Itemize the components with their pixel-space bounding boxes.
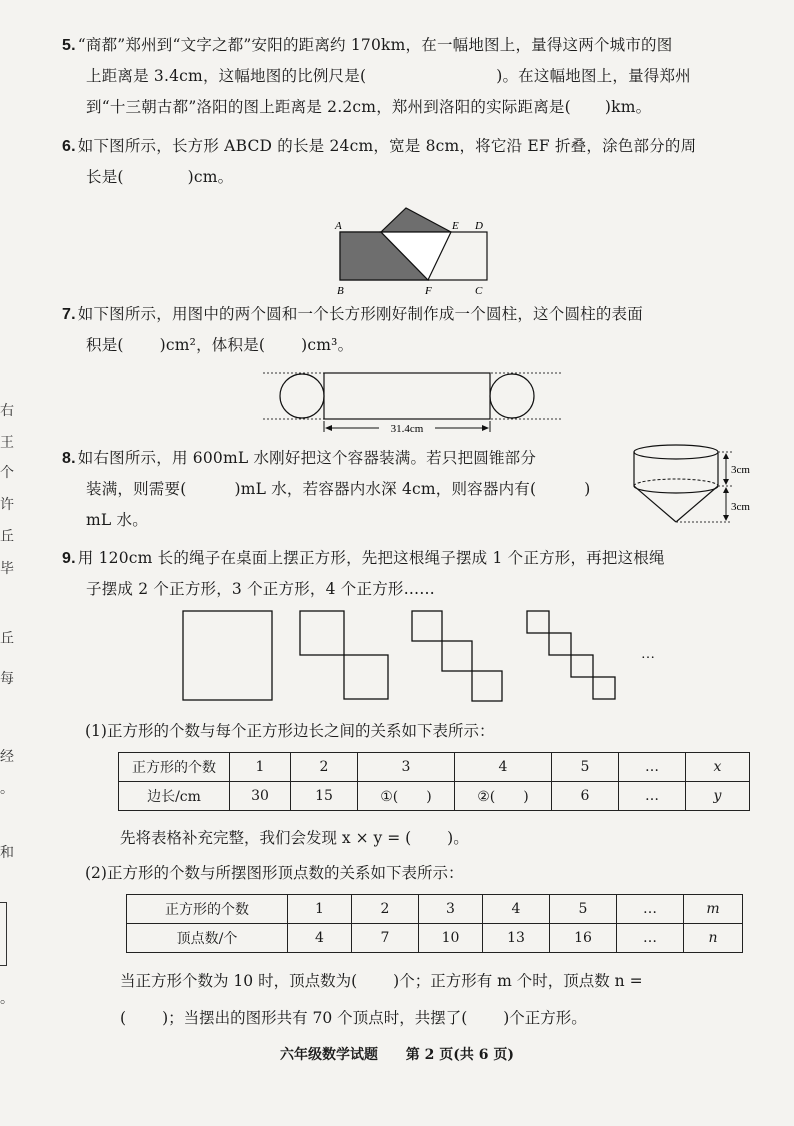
- part-2-line-1: 当正方形个数为 10 时，顶点数为( )个；正方形有 m 个时，顶点数 n =: [120, 972, 643, 990]
- pattern-3-squares: [412, 611, 502, 701]
- part-2-line-2: ( )；当摆出的图形共有 70 个顶点时，共摆了( )个正方形。: [120, 1009, 587, 1027]
- part-1-title: (1)正方形的个数与每个正方形边长之间的关系如下表所示：: [85, 722, 495, 740]
- answer-cell-2[interactable]: ②( ): [455, 782, 552, 811]
- table-row: 正方形的个数 1 2 3 4 5 … x: [119, 753, 750, 782]
- question-9: 9. 用 120cm 长的绳子在桌面上摆正方形，先把这根绳子摆成 1 个正方形，再把这根绳 子摆成 2 个正方形，3 个正方形，4 个正方形……: [62, 549, 665, 598]
- cone-left-edge: [634, 486, 676, 522]
- container-top-ellipse: [634, 445, 718, 459]
- question-6: 6. 如下图所示，长方形 ABCD 的长是 24cm，宽是 8cm，将它沿 EF 折叠，涂色部分的周 长是( )cm。: [62, 137, 697, 186]
- answer-cell-1[interactable]: ①( ): [358, 782, 455, 811]
- container-figure: [628, 440, 768, 532]
- pattern-2-squares: [300, 611, 388, 699]
- margin-box-fragment: [0, 902, 7, 966]
- footer-page-number: 第 2 页(共 6 页): [405, 1047, 514, 1063]
- page-footer: [0, 1044, 794, 1064]
- pattern-1-square: [183, 611, 272, 700]
- svg-text:F: F: [425, 285, 432, 297]
- svg-text:C: C: [475, 285, 483, 297]
- table-row: 顶点数/个 4 7 10 13 16 … n: [127, 924, 743, 953]
- question-5: 5. “商都”郑州到“文字之都”安阳的距离约 170km，在一幅地图上，量得这两个城市的图 上距离是 3.4cm，这幅地图的比例尺是( )。在这幅地图上，量得郑州 到“十三朝古都”洛阳的图上距离是 2.2cm，郑州到洛阳的实际距离是( )km。: [62, 36, 691, 116]
- cone-height-label: 3cm: [731, 501, 750, 513]
- pattern-ellipsis: …: [641, 647, 655, 662]
- length-label: 31.4cm: [390, 423, 424, 435]
- svg-text:A: A: [335, 220, 342, 232]
- folded-rectangle-figure: [325, 198, 500, 298]
- table-row: 边长/cm 30 15 ①( ) ②( ) 6 … y: [119, 782, 750, 811]
- shaded-folded-flap: [381, 208, 451, 232]
- left-circle: [280, 374, 324, 418]
- cone-right-edge: [676, 486, 718, 522]
- table-side-length: [118, 752, 750, 811]
- part-1-conclusion: 先将表格补充完整，我们会发现 x × y = ( )。: [120, 829, 469, 847]
- table-vertex-count: [126, 894, 743, 953]
- table-row: 正方形的个数 1 2 3 4 5 … m: [127, 895, 743, 924]
- svg-text:B: B: [337, 285, 344, 297]
- footer-subject: 六年级数学试题: [280, 1047, 378, 1063]
- part-2-title: (2)正方形的个数与所摆图形顶点数的关系如下表所示：: [85, 864, 464, 882]
- lateral-rectangle: [324, 373, 490, 419]
- cylinder-net-figure: [255, 368, 570, 436]
- cylinder-height-label: 3cm: [731, 464, 750, 476]
- right-circle: [490, 374, 534, 418]
- svg-text:D: D: [475, 220, 483, 232]
- svg-text:E: E: [452, 220, 459, 232]
- squares-pattern-figure: [175, 603, 665, 703]
- worksheet-page: 右 王 个 许 丘 毕 丘 每 经 。 和 。 5. “商都”郑州到“文字之都”安阳的距离约 170km，在一幅地图上，量得这两个城市的图 上距离是 3.4cm，这幅地图的比例尺是( )。在这幅地图上，量得郑州 到“十三朝古都”洛阳的图上距离是 2.2cm，郑州到洛阳的实际距离是( )km。 6. 如下图所示，长方形 ABCD 的长是 24cm，宽是 8cm，将它沿 EF 折叠，涂色部分的周 长是( )cm。 A B C D E F 7. 如下图所示，用图中的两个圆和一个长方形刚好制作成一个圆柱，这个圆柱的表面 积是( )cm²，体积是( )cm³。 31.4cm 8. 如右图所示，用 600mL 水刚好把这个容器装满。若只把圆锥部分 装满，则需要( )mL 水，若容器内水深 4cm，则容器内有( ) mL 水。 3cm 3cm 9. 用 120cm 长的绳子在桌面上摆正方形，先把这根绳子摆成 1 个正方形，再把这根绳 子摆成 2 个正方形，3 个正方形，4 个正方形…… … (1)正方形的个数与每个正方形边长之间的关系如下表所示： 正方形的个数 1 2 3 4 5 … x 边长/cm 30 15 ①( ) ②( ) 6 … y 先将表格补充完整，我们会发现 x × y = ( )。 (2)正方形的个数与所摆图形顶点数的关系如下表所示： 正方形的个数 1 2 3 4 5 … m 顶点数/个 4 7 10 13 16 … n 当正方形个数为 10 时，顶点数为( )个；正方形有 m 个时，顶点数 n = ( )；当摆出的图形共有 70 个顶点时，共摆了( )个正方形。 六年级数学试题 第 2 页(共 6 页): [0, 0, 794, 1126]
- question-7: 7. 如下图所示，用图中的两个圆和一个长方形刚好制作成一个圆柱，这个圆柱的表面 积是( )cm²，体积是( )cm³。: [62, 305, 643, 354]
- question-8: 8. 如右图所示，用 600mL 水刚好把这个容器装满。若只把圆锥部分 装满，则需要( )mL 水，若容器内水深 4cm，则容器内有( ) mL 水。: [62, 449, 591, 529]
- pattern-4-squares: [527, 611, 615, 699]
